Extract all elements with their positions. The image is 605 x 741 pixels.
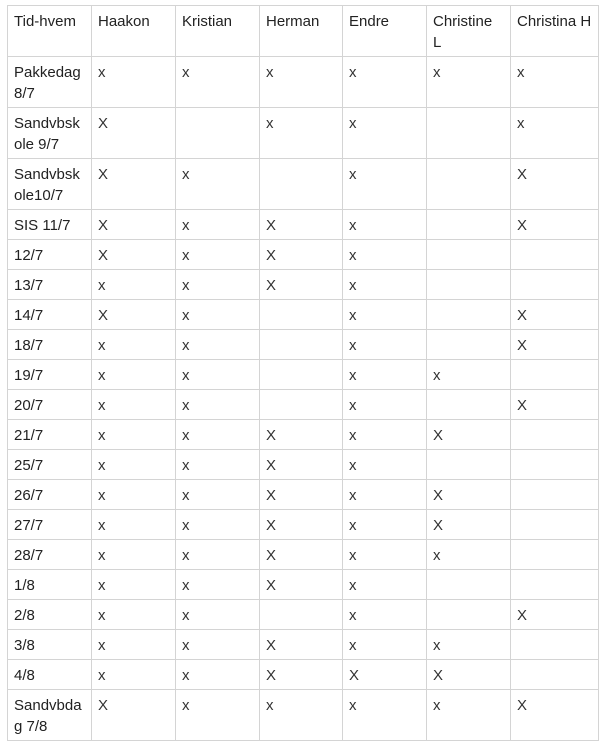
date-cell: 19/7 bbox=[8, 360, 92, 390]
date-cell: Pakkedag 8/7 bbox=[8, 57, 92, 108]
availability-cell: x bbox=[427, 630, 511, 660]
availability-cell: x bbox=[343, 690, 427, 741]
availability-cell: X bbox=[92, 210, 176, 240]
availability-cell: X bbox=[260, 630, 343, 660]
availability-cell bbox=[511, 270, 599, 300]
date-cell: 27/7 bbox=[8, 510, 92, 540]
availability-cell: x bbox=[343, 390, 427, 420]
table-row bbox=[8, 210, 599, 240]
availability-cell: X bbox=[343, 660, 427, 690]
availability-cell: x bbox=[176, 660, 260, 690]
availability-cell: x bbox=[176, 630, 260, 660]
availability-cell: x bbox=[176, 570, 260, 600]
availability-cell: x bbox=[260, 57, 343, 108]
availability-cell bbox=[511, 480, 599, 510]
table-row bbox=[8, 600, 599, 630]
availability-cell: x bbox=[176, 600, 260, 630]
header-cell-person: Herman bbox=[260, 6, 343, 57]
date-cell: 13/7 bbox=[8, 270, 92, 300]
availability-cell: x bbox=[427, 360, 511, 390]
availability-cell bbox=[427, 570, 511, 600]
availability-cell bbox=[511, 450, 599, 480]
availability-cell: X bbox=[260, 480, 343, 510]
table-row bbox=[8, 540, 599, 570]
header-cell-time-who: Tid-hvem bbox=[8, 6, 92, 57]
availability-cell: X bbox=[260, 240, 343, 270]
availability-cell: x bbox=[176, 480, 260, 510]
availability-cell: x bbox=[343, 108, 427, 159]
availability-cell: x bbox=[511, 108, 599, 159]
availability-cell: x bbox=[92, 630, 176, 660]
table-row bbox=[8, 510, 599, 540]
availability-cell: x bbox=[343, 159, 427, 210]
availability-cell: x bbox=[343, 360, 427, 390]
availability-cell: X bbox=[427, 480, 511, 510]
availability-cell: x bbox=[176, 360, 260, 390]
availability-cell: X bbox=[260, 540, 343, 570]
availability-cell: x bbox=[92, 330, 176, 360]
availability-cell bbox=[427, 330, 511, 360]
date-cell: Sandvbskole 9/7 bbox=[8, 108, 92, 159]
availability-cell: x bbox=[176, 159, 260, 210]
availability-cell: X bbox=[92, 159, 176, 210]
availability-cell: x bbox=[343, 210, 427, 240]
availability-cell: x bbox=[260, 108, 343, 159]
availability-cell: x bbox=[176, 450, 260, 480]
date-cell: 14/7 bbox=[8, 300, 92, 330]
availability-cell: X bbox=[260, 450, 343, 480]
availability-cell: x bbox=[176, 210, 260, 240]
schedule-table-container bbox=[7, 5, 599, 741]
availability-cell bbox=[260, 360, 343, 390]
date-cell: SIS 11/7 bbox=[8, 210, 92, 240]
date-cell: 1/8 bbox=[8, 570, 92, 600]
table-row bbox=[8, 450, 599, 480]
table-row bbox=[8, 108, 599, 159]
availability-cell: x bbox=[343, 540, 427, 570]
availability-cell: x bbox=[343, 510, 427, 540]
availability-cell: x bbox=[260, 690, 343, 741]
availability-cell: x bbox=[92, 570, 176, 600]
table-row bbox=[8, 630, 599, 660]
availability-cell bbox=[427, 240, 511, 270]
table-row bbox=[8, 480, 599, 510]
table-row bbox=[8, 420, 599, 450]
availability-cell bbox=[427, 270, 511, 300]
availability-cell bbox=[260, 390, 343, 420]
availability-cell: x bbox=[92, 420, 176, 450]
availability-cell: X bbox=[260, 660, 343, 690]
availability-cell: X bbox=[260, 510, 343, 540]
availability-cell bbox=[427, 210, 511, 240]
schedule-table-body bbox=[8, 6, 599, 741]
availability-cell: X bbox=[427, 510, 511, 540]
table-row bbox=[8, 390, 599, 420]
availability-cell: x bbox=[176, 300, 260, 330]
date-cell: Sandvbskole10/7 bbox=[8, 159, 92, 210]
date-cell: 25/7 bbox=[8, 450, 92, 480]
availability-cell: x bbox=[92, 540, 176, 570]
availability-cell: x bbox=[92, 660, 176, 690]
availability-cell: x bbox=[176, 330, 260, 360]
availability-cell bbox=[511, 660, 599, 690]
table-row bbox=[8, 240, 599, 270]
availability-cell: x bbox=[92, 57, 176, 108]
availability-cell bbox=[427, 108, 511, 159]
availability-cell bbox=[427, 159, 511, 210]
table-row bbox=[8, 57, 599, 108]
availability-cell bbox=[427, 300, 511, 330]
availability-cell: x bbox=[176, 510, 260, 540]
availability-cell: X bbox=[92, 690, 176, 741]
date-cell: 12/7 bbox=[8, 240, 92, 270]
availability-cell bbox=[511, 570, 599, 600]
availability-cell bbox=[511, 240, 599, 270]
availability-cell: x bbox=[92, 270, 176, 300]
availability-cell bbox=[511, 510, 599, 540]
availability-cell: x bbox=[343, 57, 427, 108]
table-row bbox=[8, 690, 599, 741]
availability-cell: X bbox=[427, 660, 511, 690]
schedule-table bbox=[7, 5, 599, 741]
table-row bbox=[8, 300, 599, 330]
availability-cell: X bbox=[511, 600, 599, 630]
date-cell: 3/8 bbox=[8, 630, 92, 660]
availability-cell: X bbox=[511, 159, 599, 210]
availability-cell: X bbox=[260, 420, 343, 450]
availability-cell: x bbox=[92, 480, 176, 510]
table-row bbox=[8, 570, 599, 600]
availability-cell bbox=[427, 450, 511, 480]
date-cell: 20/7 bbox=[8, 390, 92, 420]
availability-cell: x bbox=[92, 450, 176, 480]
availability-cell bbox=[260, 300, 343, 330]
table-row bbox=[8, 360, 599, 390]
availability-cell: X bbox=[260, 210, 343, 240]
availability-cell: X bbox=[92, 300, 176, 330]
availability-cell bbox=[260, 600, 343, 630]
availability-cell: x bbox=[176, 240, 260, 270]
availability-cell: X bbox=[511, 210, 599, 240]
table-row bbox=[8, 330, 599, 360]
availability-cell: x bbox=[343, 270, 427, 300]
availability-cell: x bbox=[343, 240, 427, 270]
availability-cell: x bbox=[427, 690, 511, 741]
date-cell: 18/7 bbox=[8, 330, 92, 360]
availability-cell: x bbox=[343, 420, 427, 450]
availability-cell: x bbox=[343, 630, 427, 660]
availability-cell: X bbox=[427, 420, 511, 450]
availability-cell bbox=[511, 540, 599, 570]
availability-cell: x bbox=[343, 600, 427, 630]
availability-cell: x bbox=[343, 480, 427, 510]
availability-cell bbox=[427, 600, 511, 630]
availability-cell bbox=[176, 108, 260, 159]
date-cell: 2/8 bbox=[8, 600, 92, 630]
availability-cell: X bbox=[511, 390, 599, 420]
date-cell: 21/7 bbox=[8, 420, 92, 450]
availability-cell: x bbox=[92, 390, 176, 420]
availability-cell: x bbox=[343, 570, 427, 600]
availability-cell: X bbox=[260, 570, 343, 600]
availability-cell: x bbox=[427, 57, 511, 108]
availability-cell: x bbox=[176, 270, 260, 300]
availability-cell: X bbox=[92, 108, 176, 159]
date-cell: Sandvbdag 7/8 bbox=[8, 690, 92, 741]
header-cell-person: Haakon bbox=[92, 6, 176, 57]
availability-cell: x bbox=[343, 300, 427, 330]
availability-cell: x bbox=[176, 390, 260, 420]
availability-cell bbox=[511, 420, 599, 450]
availability-cell: X bbox=[260, 270, 343, 300]
availability-cell bbox=[427, 390, 511, 420]
header-cell-person: Kristian bbox=[176, 6, 260, 57]
availability-cell: x bbox=[176, 540, 260, 570]
table-row bbox=[8, 270, 599, 300]
header-row bbox=[8, 6, 599, 57]
availability-cell bbox=[260, 330, 343, 360]
availability-cell: x bbox=[176, 690, 260, 741]
availability-cell: x bbox=[176, 420, 260, 450]
availability-cell bbox=[260, 159, 343, 210]
availability-cell: x bbox=[92, 600, 176, 630]
date-cell: 4/8 bbox=[8, 660, 92, 690]
header-cell-person: Endre bbox=[343, 6, 427, 57]
table-row bbox=[8, 159, 599, 210]
table-row bbox=[8, 660, 599, 690]
availability-cell: x bbox=[92, 360, 176, 390]
availability-cell: X bbox=[511, 690, 599, 741]
availability-cell: X bbox=[511, 300, 599, 330]
availability-cell: X bbox=[92, 240, 176, 270]
availability-cell: x bbox=[427, 540, 511, 570]
date-cell: 28/7 bbox=[8, 540, 92, 570]
header-cell-person: Christine L bbox=[427, 6, 511, 57]
availability-cell bbox=[511, 360, 599, 390]
availability-cell: x bbox=[343, 330, 427, 360]
availability-cell bbox=[511, 630, 599, 660]
availability-cell: x bbox=[511, 57, 599, 108]
header-cell-person: Christina H bbox=[511, 6, 599, 57]
availability-cell: x bbox=[343, 450, 427, 480]
availability-cell: x bbox=[176, 57, 260, 108]
date-cell: 26/7 bbox=[8, 480, 92, 510]
availability-cell: x bbox=[92, 510, 176, 540]
availability-cell: X bbox=[511, 330, 599, 360]
